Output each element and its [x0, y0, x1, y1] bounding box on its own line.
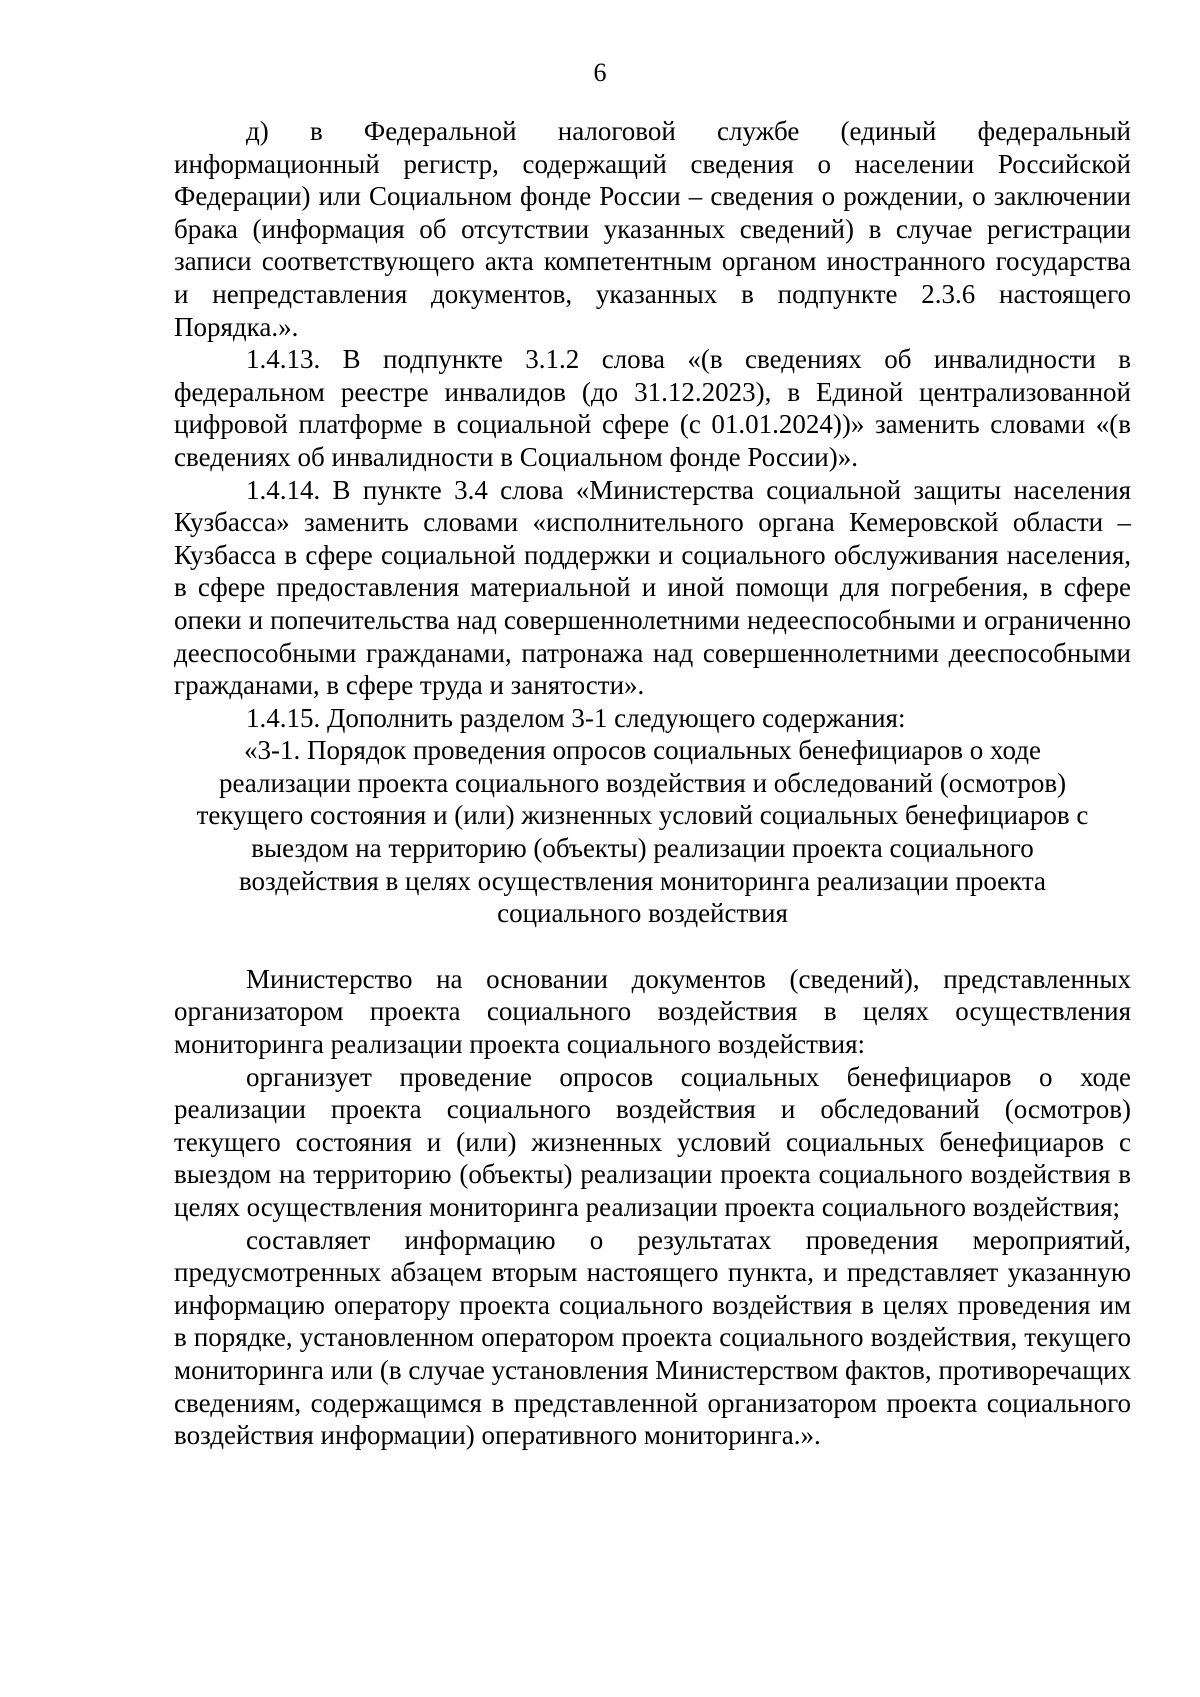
paragraph-compiles-information: составляет информацию о результатах проведения мероприятий, предусмотренных абзацем вторым настоящего пункта, и представляет указанную информацию оператору проекта социального воздействия в целях проведения им в порядке, установленном оператором проекта социального воздействия, текущего мониторинга или (в случае установления Министерством фактов, противоречащих сведениям, содержащимся в представленной организатором проекта социального воздействия информации) оперативного мониторинга.». — [174, 1224, 1131, 1451]
paragraph-1-4-13: 1.4.13. В подпункте 3.1.2 слова «(в сведениях об инвалидности в федеральном реестре инвалидов (до 31.12.2023), в Единой централизованной цифровой платформе в социальной сфере (с 01.01.2024))» заменить словами «(в сведениях об инвалидности в Социальном фонде России)». — [174, 344, 1131, 472]
paragraph-1-4-15: 1.4.15. Дополнить разделом 3-1 следующего содержания: — [246, 702, 906, 733]
section-3-1-heading: «3-1. Порядок проведения опросов социальных бенефициаров о ходе реализации проекта социального воздействия и обследований (осмотров) текущего состояния и (или) жизненных условий социальных бенефициаров с выездом на территорию (объекты) реализации проекта социального воздействия в целях осуществления мониторинга реализации проекта социального воздействия — [196, 735, 1089, 929]
paragraph-subitem-d: д) в Федеральной налоговой службе (единый федеральный информационный регистр, содержащий сведения о населении Российской Федерации) или Социальном фонде России – сведения о рождении, о заключении брака (информация об отсутствии указанных сведений) в случае регистрации записи соответствующего акта компетентным органом иностранного государства и непредставления документов, указанных в подпункте 2.3.6 настоящего Порядка.». — [174, 116, 1131, 342]
paragraph-ministry-basis: Министерство на основании документов (сведений), представленных организатором проекта социального воздействия в целях осуществления мониторинга реализации проекта социального воздействия: — [174, 963, 1131, 1060]
paragraph-organizes-surveys: организует проведение опросов социальных бенефициаров о ходе реализации проекта социального воздействия и обследований (осмотров) текущего состояния и (или) жизненных условий социальных бенефициаров с выездом на территорию (объекты) реализации проекта социального воздействия в целях осуществления мониторинга реализации проекта социального воздействия; — [174, 1061, 1131, 1222]
page-number: 6 — [593, 58, 607, 87]
document-body — [174, 115, 1131, 1452]
paragraph-1-4-14: 1.4.14. В пункте 3.4 слова «Министерства социальной защиты населения Кузбасса» заменить словами «исполнительного органа Кемеровской области – Кузбасса в сфере социальной поддержки и социального обслуживания населения, в сфере предоставления материальной и иной помощи для погребения, в сфере опеки и попечительства над совершеннолетними недееспособными и ограниченно дееспособными гражданами, патронажа над совершеннолетними дееспособными гражданами, в сфере труда и занятости». — [174, 474, 1131, 701]
